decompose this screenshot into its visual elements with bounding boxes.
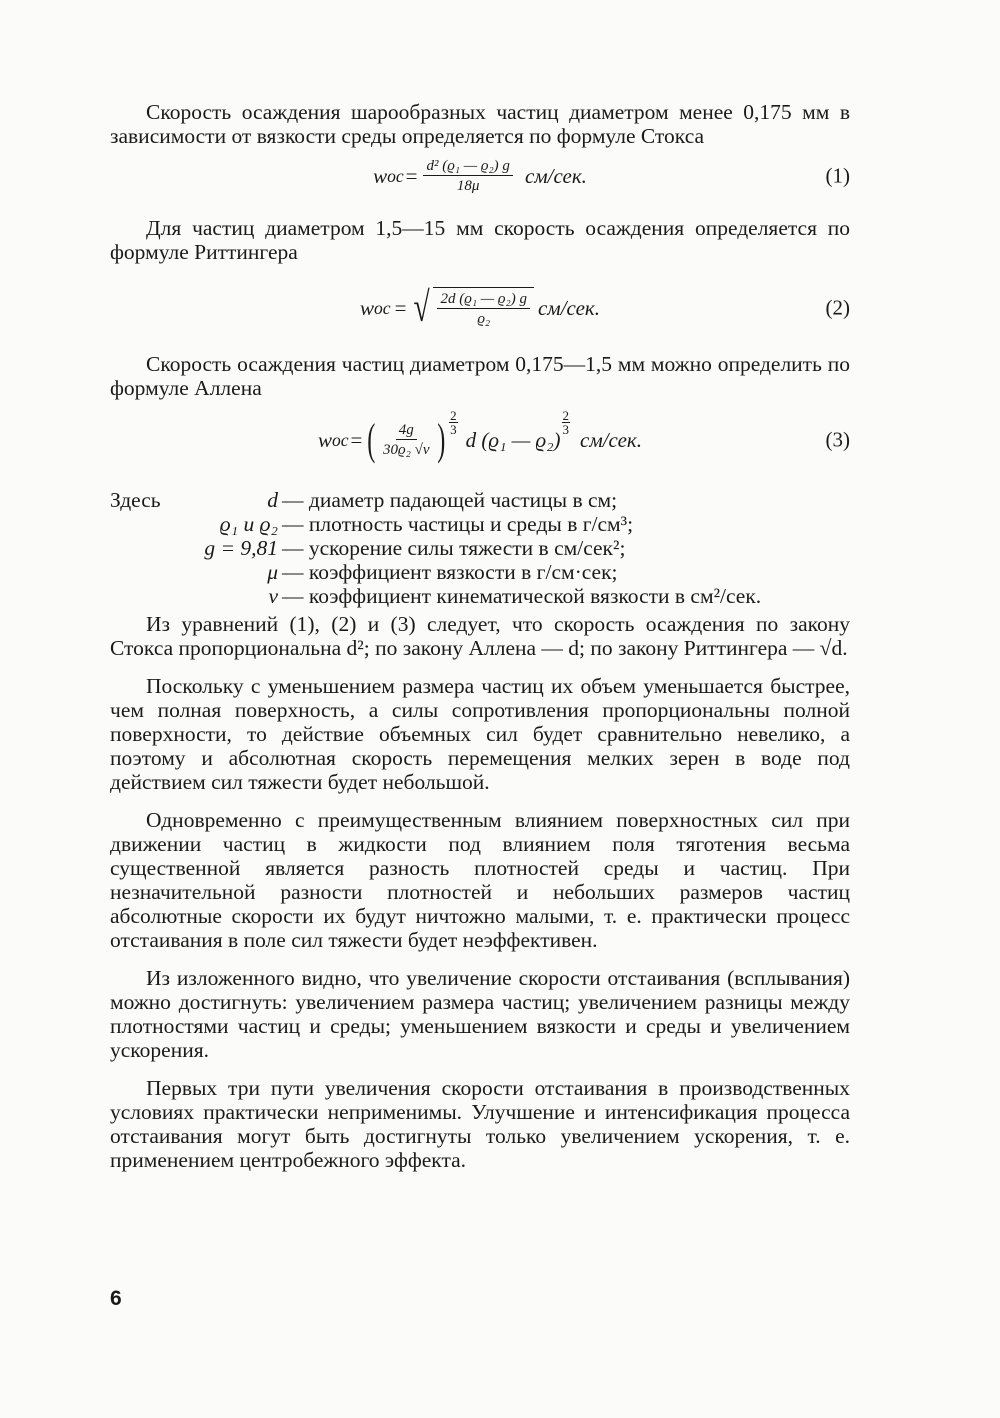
definition-text: — диаметр падающей частицы в см; [282,488,618,512]
formula-1-unit: см/сек. [524,163,587,188]
definition-text: — плотность частицы и среды в г/см³; [282,512,634,536]
formula-3-lhs-sub: ос [332,429,349,450]
formula-1-denominator: 18μ [456,178,480,194]
formula-2-numerator: 2d (ϱ₁ — ϱ₂) g [437,290,529,309]
definition-symbol: ν [268,584,278,608]
paragraph-stokes-intro: Скорость осаждения шарообразных частиц диаметром менее 0,175 мм в зависимости от вязкости среды определяется по формуле Стокса [110,100,850,148]
formula-2-lhs-sub: ос [374,297,391,318]
formula-3-label: (3) [825,427,850,452]
formula-allen: w ос = ( $\frac{4g}{\text{30ϱ₂ √ν}}$ ) $\frac{2}{3}$ d (ϱ₁ — ϱ₂) $\frac{2}{3}$ см/сек. (3) [318,407,850,464]
definition-row [110,488,850,512]
formula-2-lhs: w [360,295,375,320]
exponent-2-3-second [562,409,571,436]
formula-3-eq: = [350,427,363,452]
definition-text: — коэффициент вязкости в г/см·сек; [282,560,618,584]
formula-3-numerator: 4g [396,421,417,440]
definition-row [110,512,850,536]
definition-row [110,536,850,560]
exponent-2-3-first [449,409,458,436]
paragraph-ways-to-increase: Из изложенного видно, что увеличение скорости отстаивания (всплывания) можно достигнуть: увеличением размера частиц; увеличением разницы между плотностями частиц и среды; уменьшением вязкости и среды и увеличением ускорения. [110,966,850,1062]
formula-3-exp-numerator-1: 2 [450,407,457,423]
paragraph-centrifugal: Первых три пути увеличения скорости отстаивания в производственных условиях практически неприменимы. Улучшение и интенсификация процесса отстаивания могут быть достигнуты только увеличением ускорения, т. е. применением центробежного эффекта. [110,1076,850,1172]
formula-1-numerator: d² (ϱ₁ — ϱ₂) g [423,157,512,176]
formula-3-lhs: w [318,427,333,452]
paragraph-allen-intro: Скорость осаждения частиц диаметром 0,175—1,5 мм можно определить по формуле Аллена [110,352,850,400]
paragraph-rittinger-intro: Для частиц диаметром 1,5—15 мм скорость осаждения определяется по формуле Риттингера [110,216,850,264]
formula-3-denominator: 30ϱ₂ √ν [383,442,430,458]
formula-stokes [110,148,850,204]
formula-1-lhs-sub: ос [387,165,404,186]
paragraph-density-difference: Одновременно с преимущественным влиянием поверхностных сил при движении частиц в жидкости под влиянием поля тяготения весьма существенной является разность плотностей среды и частиц. При незначительной разности плотностей и небольших размеров частиц абсолютные скорости их будут ничтожно малыми, т. е. практически процесс отстаивания в поле сил тяжести будет неэффективен. [110,808,850,952]
formula-2-unit: см/сек. [537,295,600,320]
formula-1-lhs: w [373,163,388,188]
formula-2-denominator: ϱ₂ [477,311,491,327]
formula-1-label: (1) [825,163,850,188]
page-number: 6 [110,1287,122,1310]
definition-symbol: g = 9,81 [204,536,278,560]
paragraph-particle-size: Поскольку с уменьшением размера частиц их объем уменьшается быстрее, чем полная поверхность, а силы сопротивления пропорциональны полной поверхности, то действие объемных сил будет сравнительно невелико, а поэтому и абсолютная скорость перемещения мелких зерен в воде под действием сил тяжести будет небольшой. [110,674,850,794]
formula-3-exp-denominator-2: 3 [562,421,569,437]
formula-1-eq: = [405,163,418,188]
definition-row [110,584,850,608]
page-body [110,100,850,1172]
formula-3-exp-denominator-1: 3 [450,421,457,437]
definition-symbol: ϱ₁ и ϱ₂ [219,512,278,536]
definition-text: — коэффициент кинематической вязкости в см²/сек. [282,584,762,608]
definition-row [110,560,850,584]
formula-3-exp-numerator-2: 2 [562,407,569,423]
formula-rittinger [110,278,850,338]
definitions-list [110,488,850,608]
formula-3-unit: см/сек. [580,427,642,452]
formula-2-label: (2) [825,295,850,320]
formula-2-eq: = [394,295,407,320]
sqrt-sign: √ $\frac{\text{2d (ϱ₁ — ϱ₂) g}}{\text{ϱ₂}}$ [410,287,534,329]
paragraph-proportionality: Из уравнений (1), (2) и (3) следует, что скорость осаждения по закону Стокса пропорциональна d²; по закону Аллена — d; по закону Риттингера — √d. [110,612,850,660]
definitions-word: Здесь [110,488,161,512]
definition-text: — ускорение силы тяжести в см/сек²; [282,536,626,560]
definition-symbol: d [267,488,278,512]
definition-symbol: μ [267,560,278,584]
formula-3-middle: d (ϱ₁ — ϱ₂) [465,427,561,452]
